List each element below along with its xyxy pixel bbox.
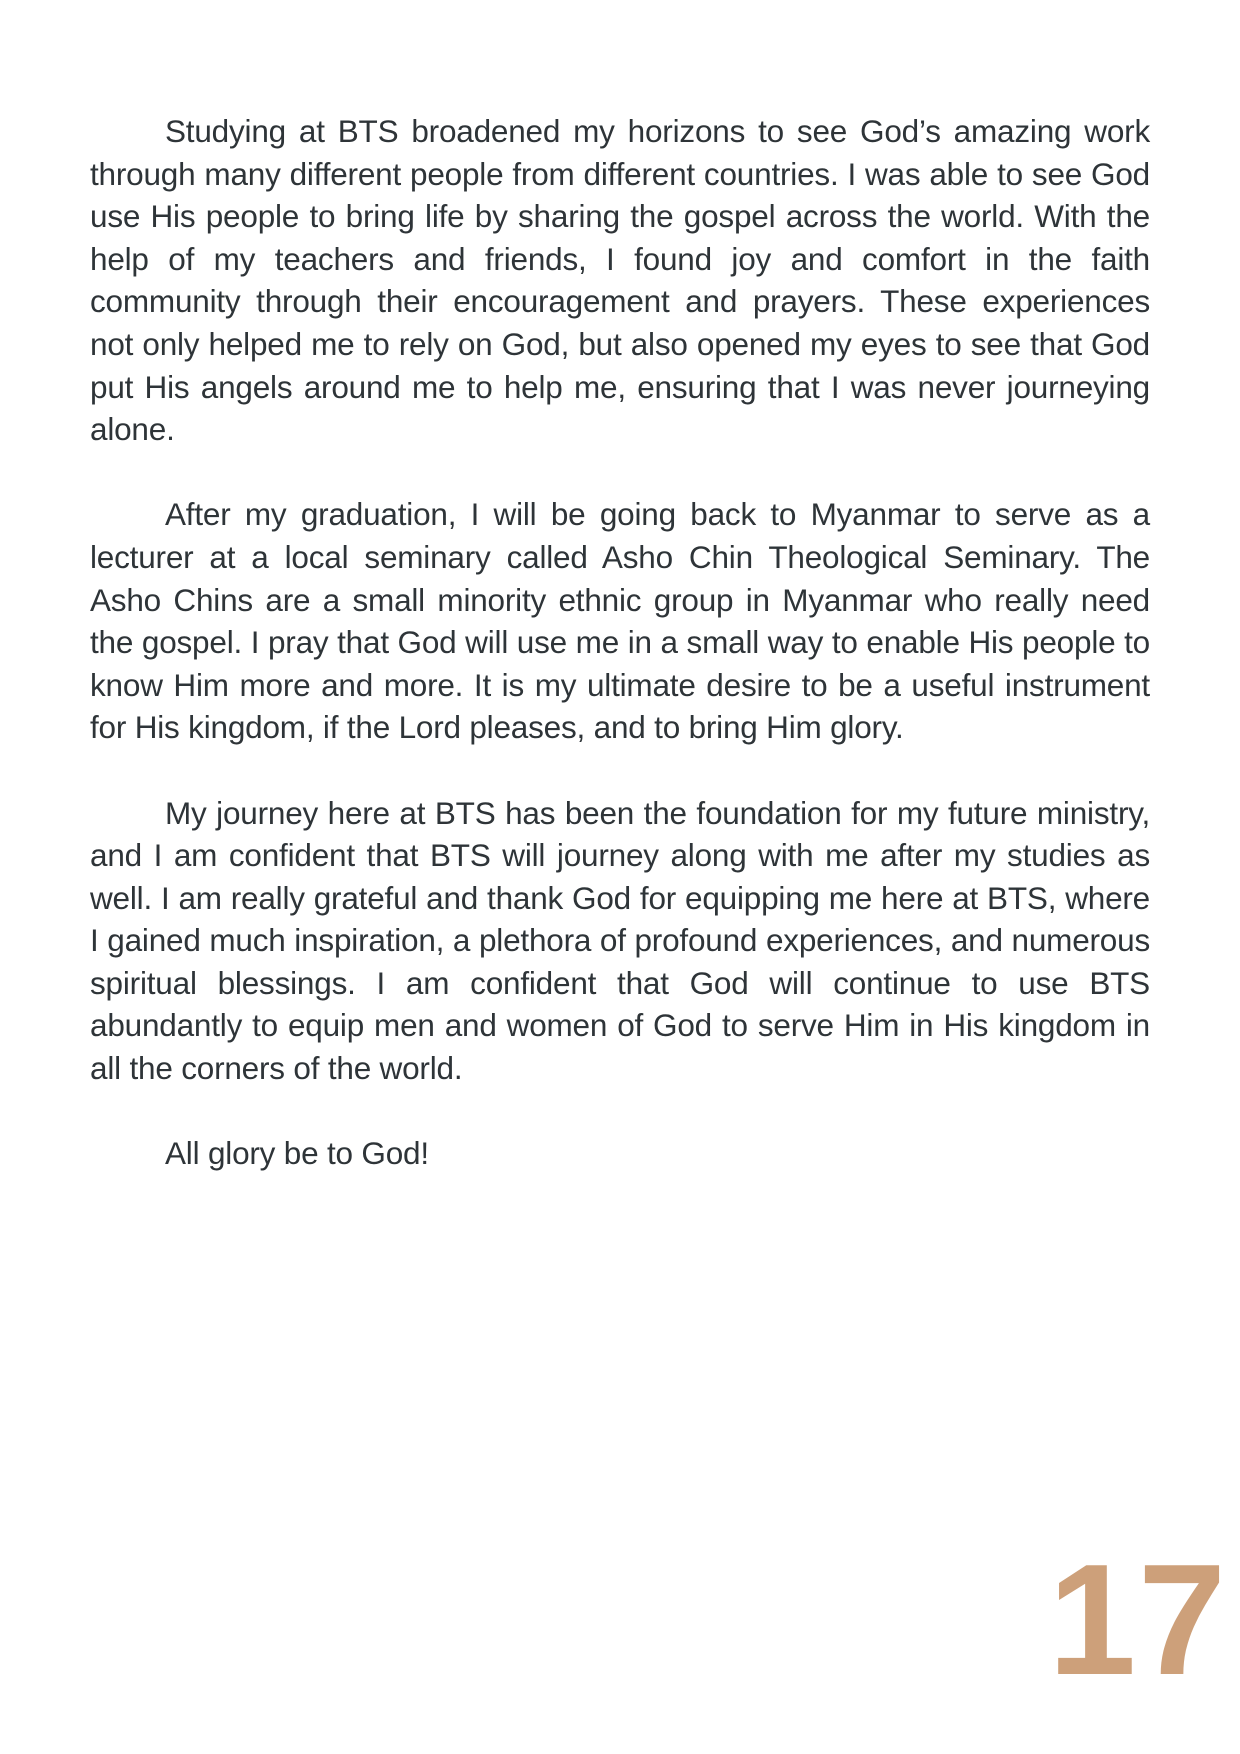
paragraph-3: My journey here at BTS has been the foundation for my future ministry, and I am confident that BTS will journey along with me after my studies as well. I am really grateful and thank God for equipping me here at BTS, where I gained much inspiration, a plethora of profound experiences, and numerous spiritual blessings. I am confident that God will continue to use BTS abundantly to equip men and women of God to serve Him in His kingdom in all the corners of the world. (90, 794, 1150, 1087)
paragraph-1: Studying at BTS broadened my horizons to see God’s amazing work through many different people from different countries. I was able to see God use His people to bring life by sharing the gospel across the world. With the help of my teachers and friends, I found joy and comfort in the faith community through their encouragement and prayers. These experiences not only helped me to rely on God, but also opened my eyes to see that God put His angels around me to help me, ensuring that I was never journeying alone. (90, 113, 1150, 448)
page-number: 17 (1048, 1532, 1228, 1708)
body-text (90, 110, 1150, 1217)
paragraph-4-closing: All glory be to God! (165, 1135, 429, 1172)
paragraph-2: After my graduation, I will be going back to Myanmar to serve as a lecturer at a local seminary called Asho Chin Theological Seminary. The Asho Chins are a small minority ethnic group in Myanmar who really need the gospel. I pray that God will use me in a small way to enable His people to know Him more and more. It is my ultimate desire to be a useful instrument for His kingdom, if the Lord pleases, and to bring Him glory. (90, 496, 1150, 746)
